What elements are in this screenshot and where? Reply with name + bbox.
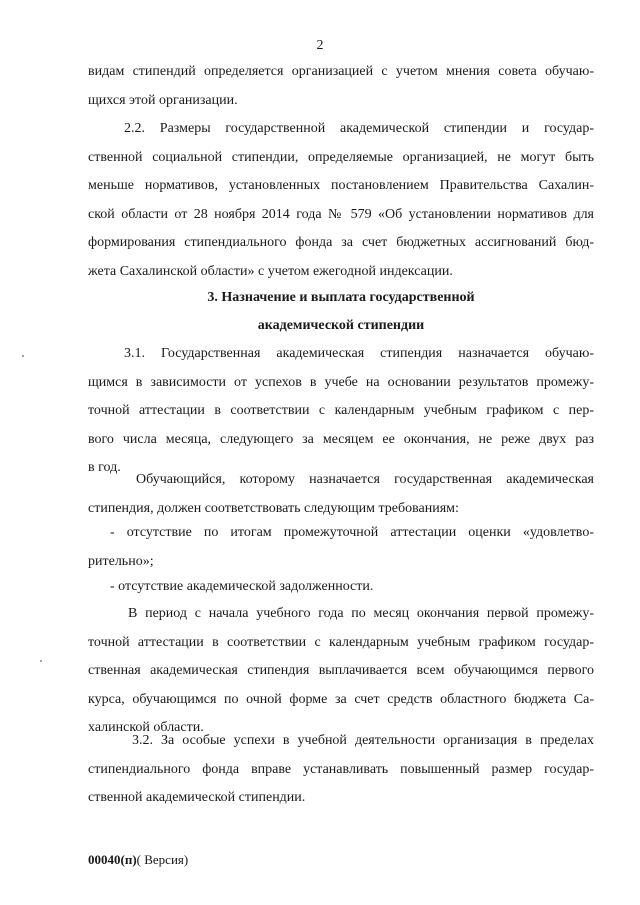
paragraph-1 [88, 58, 594, 115]
text-line: меньше нормативов, установленных постановлением Правительства Сахалин- [88, 178, 594, 193]
text-line: стипендиального фонда вправе устанавливать повышенный размер государ- [88, 761, 594, 777]
text-line: - отсутствие по итогам промежуточной аттестации оценки «удовлетво- [110, 525, 594, 540]
text-line: халинской области. [88, 720, 204, 735]
text-line: В период с начала учебного года по месяц окончания первой промежу- [128, 606, 594, 621]
text-line: вого числа месяца, следующего за месяцем ее окончания, не реже двух раз [88, 431, 594, 447]
document-code-label: ( Версия) [136, 852, 189, 867]
text-line: ственной социальной стипендии, определяемые организацией, не могут быть [88, 149, 594, 165]
section-heading-line: академической стипендии [257, 318, 425, 333]
text-line: ственной академической стипендии. [88, 790, 306, 805]
scan-speck [22, 355, 24, 357]
paragraph-requirements [88, 466, 594, 523]
text-line: точной аттестации в соответствии с календарным учебным графиком с пер- [88, 403, 594, 418]
text-line: 3.1. Государственная академическая стипендия назначается обучаю- [124, 346, 594, 361]
scan-speck [40, 660, 42, 662]
text-line: 3.2. За особые успехи в учебной деятельности организация в пределах [132, 733, 594, 748]
section-heading [88, 284, 594, 340]
requirement-item [88, 519, 594, 576]
text-line: ственная академическая стипендия выплачивается всем обучающимся первого [88, 663, 594, 678]
document-code-number: 00040(п) [88, 852, 137, 867]
text-line: щихся этой организации. [88, 92, 238, 108]
text-line: жета Сахалинской области» с учетом ежегодной индексации. [88, 263, 453, 279]
text-line: ской области от 28 ноября 2014 года № 579 «Об установлении нормативов для [88, 206, 594, 222]
text-line: щимся в зависимости от успехов в учебе на основании результатов промежу- [88, 374, 594, 390]
text-line: стипендия, должен соответствовать следующим требованиям: [88, 500, 459, 516]
requirement-item [88, 573, 594, 602]
paragraph-2-2 [88, 115, 594, 286]
paragraph-3-1 [88, 340, 594, 483]
text-line: курса, обучающимся по очной форме за счет средств областного бюджета Са- [88, 691, 594, 707]
text-line: - отсутствие академической задолженности. [110, 579, 374, 594]
text-line: Обучающийся, которому назначается государственная академическая [136, 472, 594, 487]
text-line: 2.2. Размеры государственной академической стипендии и государ- [124, 121, 594, 136]
paragraph-first-period [88, 600, 594, 743]
text-line: рительно»; [88, 553, 154, 569]
section-heading-line: 3. Назначение и выплата государственной [207, 290, 475, 305]
text-line: формирования стипендиального фонда за счет бюджетных ассигнований бюд- [88, 235, 594, 250]
page-number: 2 [316, 38, 324, 53]
document-code [88, 852, 188, 868]
paragraph-3-2 [88, 727, 594, 813]
text-line: видам стипендий определяется организацией с учетом мнения совета обучаю- [88, 64, 594, 79]
text-line: в год. [88, 460, 121, 475]
text-line: точной аттестации в соответствии с календарным учебным графиком государ- [88, 634, 594, 650]
